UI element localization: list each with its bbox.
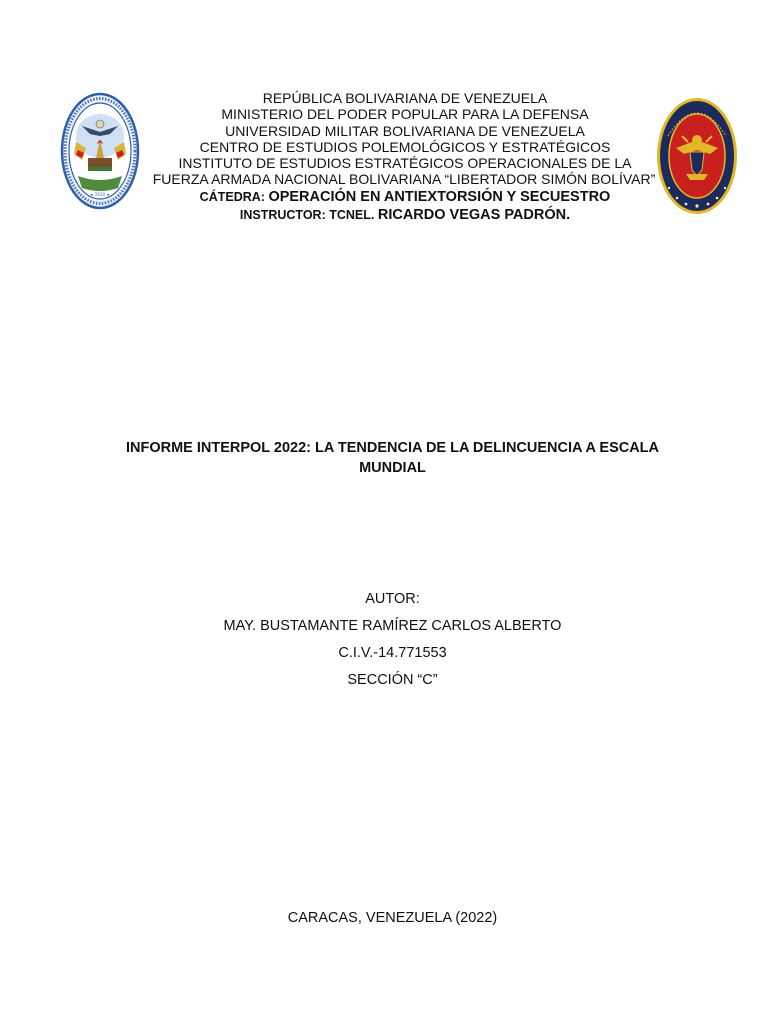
instructor-label: INSTRUCTOR: TCNEL. [239, 207, 375, 222]
header-line-institute: INSTITUTO DE ESTUDIOS ESTRATÉGICOS OPERACIONALES DE LA [178, 155, 632, 172]
header-line-republic: REPÚBLICA BOLIVARIANA DE VENEZUELA [262, 90, 548, 106]
instructor-line [140, 206, 670, 224]
author-name: MAY. BUSTAMANTE RAMÍREZ CARLOS ALBERTO [223, 618, 562, 634]
author-section: SECCIÓN “C” [347, 672, 438, 688]
institution-header [140, 90, 670, 224]
author-block [150, 586, 635, 694]
catedra-value: OPERACIÓN EN ANTIEXTORSIÓN Y SECUESTRO [268, 188, 611, 205]
document-title: INFORME INTERPOL 2022: LA TENDENCIA DE LA DELINCUENCIA A ESCALA MUNDIAL [125, 440, 660, 476]
catedra-label: CÁTEDRA: [199, 189, 265, 204]
author-id: C.I.V.-14.771553 [338, 645, 447, 661]
header-line-university: UNIVERSIDAD MILITAR BOLIVARIANA DE VENEZUELA [225, 122, 585, 139]
header-line-fanb: FUERZA ARMADA NACIONAL BOLIVARIANA “LIBERTADOR SIMÓN BOLÍVAR” [152, 171, 656, 188]
catedra-line [140, 188, 670, 206]
university-seal-logo [60, 92, 140, 210]
instructor-name: RICARDO VEGAS PADRÓN. [377, 206, 571, 223]
author-label: AUTOR: [365, 591, 420, 607]
place-date: CARACAS, VENEZUELA (2022) [287, 910, 498, 926]
svg-text:★ 2010 ★: ★ 2010 ★ [90, 192, 110, 197]
header-line-ministry: MINISTERIO DEL PODER POPULAR PARA LA DEFENSA [221, 106, 589, 123]
header-line-center: CENTRO DE ESTUDIOS POLEMOLÓGICOS Y ESTRATÉGICOS [199, 138, 611, 155]
